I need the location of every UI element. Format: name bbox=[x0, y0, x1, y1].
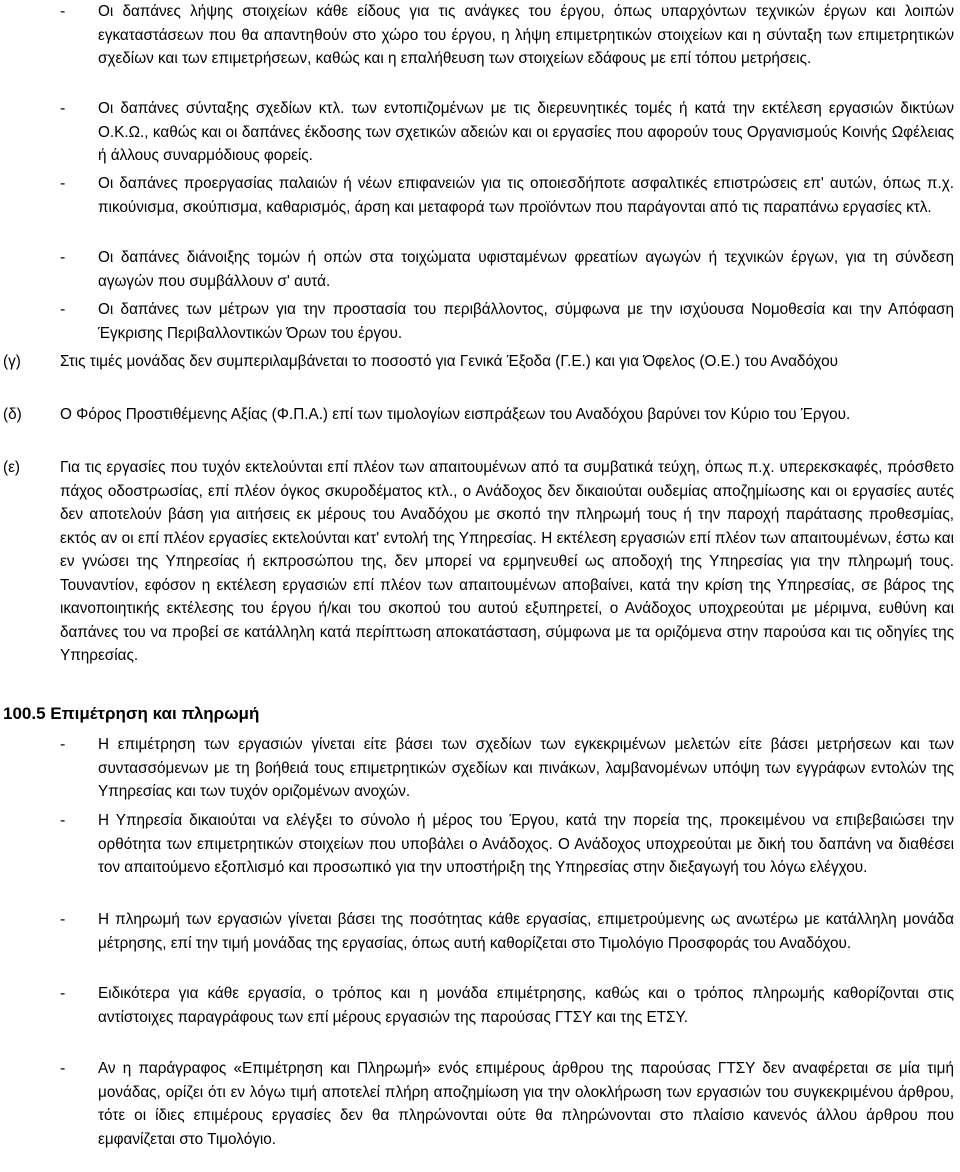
paragraph: Η Υπηρεσία δικαιούται να ελέγξει το σύνολο ή μέρος του Έργου, κατά την πορεία της, προκειμένου να επιβεβαιώσει την ορθότητα των επιμετρητικών στοιχείων που υποβάλει ο Ανάδοχος. Ο Ανάδοχος υποχρεούται με δική του δαπάνη να διαθέσει τον απαιτούμενο εξοπλισμό και προσωπικό για την υποστήριξη της Υπηρεσίας στην διεξαγωγή του λόγω ελέγχου. bbox=[98, 812, 954, 876]
item-label: (γ) bbox=[3, 353, 21, 370]
paragraph: Ειδικότερα για κάθε εργασία, ο τρόπος και η μονάδα επιμέτρησης, καθώς και ο τρόπος πληρωμής καθορίζονται στις αντίστοιχες παραγράφους των επί μέρους εργασιών της παρούσας ΓΤΣΥ και της ΕΤΣΥ. bbox=[98, 985, 954, 1026]
dash-bullet: - bbox=[60, 249, 66, 266]
dash-bullet: - bbox=[60, 985, 66, 1002]
dash-bullet: - bbox=[60, 3, 66, 20]
paragraph: Οι δαπάνες λήψης στοιχείων κάθε είδους για τις ανάγκες του έργου, όπως υπαρχόντων τεχνικών έργων και λοιπών εγκαταστάσεων που θα απαντηθούν στο χώρο του έργου, η λήψη επιμετρητικών στοιχείων και η σύνταξη των επιμετρητικών σχεδίων και των επιμετρήσεων, καθώς και η επαλήθευση των στοιχείων εδάφους με επί τόπου μετρήσεις. bbox=[98, 3, 954, 67]
dash-bullet: - bbox=[60, 301, 66, 318]
dash-bullet: - bbox=[60, 175, 66, 192]
item-label: (δ) bbox=[3, 406, 22, 423]
paragraph: Οι δαπάνες σύνταξης σχεδίων κτλ. των εντοπιζομένων με τις διερευνητικές τομές ή κατά την εκτέλεση εργασιών δικτύων Ο.Κ.Ω., καθώς και οι δαπάνες έκδοσης των σχετικών αδειών και οι εργασίες που αφορούν τους Οργανισμούς Κοινής Ωφέλειας ή άλλους συναρμόδιους φορείς. bbox=[98, 100, 954, 164]
paragraph: Οι δαπάνες των μέτρων για την προστασία του περιβάλλοντος, σύμφωνα με την ισχύουσα Νομοθεσία και την Απόφαση Έγκρισης Περιβαλλοντικών Όρων του έργου. bbox=[98, 301, 954, 342]
paragraph: Η πληρωμή των εργασιών γίνεται βάσει της ποσότητας κάθε εργασίας, επιμετρούμενης ως ανωτέρω με κατάλληλη μονάδα μέτρησης, επί την τιμή μονάδας της εργασίας, όπως αυτή καθορίζεται στο Τιμολόγιο Προσφοράς του Αναδόχου. bbox=[98, 911, 954, 952]
item-label: (ε) bbox=[3, 459, 21, 476]
dash-bullet: - bbox=[60, 911, 66, 928]
paragraph: Η επιμέτρηση των εργασιών γίνεται είτε βάσει των σχεδίων των εγκεκριμένων μελετών είτε βάσει μετρήσεων και των συντασσόμενων με τη βοήθειά τους επιμετρητικών σχεδίων και πινάκων, λαμβανομένων υπόψη των εγγράφων εντολών της Υπηρεσίας και των τυχόν οριζομένων ανοχών. bbox=[98, 736, 954, 800]
paragraph: Οι δαπάνες προεργασίας παλαιών ή νέων επιφανειών για τις οποιεσδήποτε ασφαλτικές επιστρώσεις επ' αυτών, όπως π.χ. πικούνισμα, σκούπισμα, καθαρισμός, άρση και μεταφορά των προϊόντων που παράγονται από τις παραπάνω εργασίες κτλ. bbox=[98, 175, 954, 216]
paragraph: Οι δαπάνες διάνοιξης τομών ή οπών στα τοιχώματα υφισταμένων φρεατίων αγωγών ή τεχνικών έργων, για τη σύνδεση αγωγών που συμβάλλουν σ' αυτά. bbox=[98, 249, 954, 290]
paragraph: Αν η παράγραφος «Επιμέτρηση και Πληρωμή» ενός επιμέρους άρθρου της παρούσας ΓΤΣΥ δεν αναφέρεται σε μία τιμή μονάδας, ορίζει ότι εν λόγω τιμή αποτελεί πλήρη αποζημίωση για την ολοκλήρωση των εργασιών του συγκεκριμένου άρθρου, τότε οι ίδιες επιμέρους εργασίες δεν θα πληρώνονται ούτε θα πληρώνονται στο πλαίσιο κανενός άλλου άρθρου που εμφανίζεται στο Τιμολόγιο. bbox=[98, 1060, 954, 1148]
section-heading: 100.5 Επιμέτρηση και πληρωμή bbox=[3, 704, 260, 723]
dash-bullet: - bbox=[60, 100, 66, 117]
dash-bullet: - bbox=[60, 1060, 66, 1077]
paragraph: Για τις εργασίες που τυχόν εκτελούνται επί πλέον των απαιτουμένων από τα συμβατικά τεύχη, όπως π.χ. υπερεκσκαφές, πρόσθετο πάχος οδοστρωσίας, επί πλέον όγκος σκυροδέματος κτλ., ο Ανάδοχος δεν δικαιούται ουδεμίας αποζημίωσης και οι εργασίες αυτές δεν αποτελούν βάση για αιτήσεις εκ μέρους του Αναδόχου με σκοπό την πληρωμή τους ή την παροχή παράτασης προθεσμίας, εκτός αν οι επί πλέον εργασίες εκτελούνται κατ' εντολή της Υπηρεσίας. Η εκτέλεση εργασιών επί πλέον των απαιτουμένων, έστω και εν γνώσει της Υπηρεσίας ή εκπροσώπου της, δεν μπορεί να ερμηνευθεί ως αποδοχή της Υπηρεσίας για την πληρωμή τους. Τουναντίον, εφόσον η εκτέλεση εργασιών επί πλέον των απαιτουμένων αποβαίνει, κατά την κρίση της Υπηρεσίας, σε βάρος της ικανοποιητικής εκτέλεσης του έργου ή/και του σκοπού του αυτού εξυπηρετεί, ο Ανάδοχος υποχρεούται με μέριμνα, ευθύνη και δαπάνες του να προβεί σε κατάλληλη κατά περίπτωση αποκατάσταση, σύμφωνα με τα οριζόμενα στην παρούσα και τις οδηγίες της Υπηρεσίας. bbox=[60, 459, 954, 664]
paragraph: Ο Φόρος Προστιθέμενης Αξίας (Φ.Π.Α.) επί των τιμολογίων εισπράξεων του Αναδόχου βαρύνει τον Κύριο του Έργου. bbox=[60, 406, 851, 423]
dash-bullet: - bbox=[60, 736, 66, 753]
paragraph: Στις τιμές μονάδας δεν συμπεριλαμβάνεται το ποσοστό για Γενικά Έξοδα (Γ.Ε.) και για Όφελος (Ο.Ε.) του Αναδόχου bbox=[60, 353, 839, 370]
dash-bullet: - bbox=[60, 812, 66, 829]
